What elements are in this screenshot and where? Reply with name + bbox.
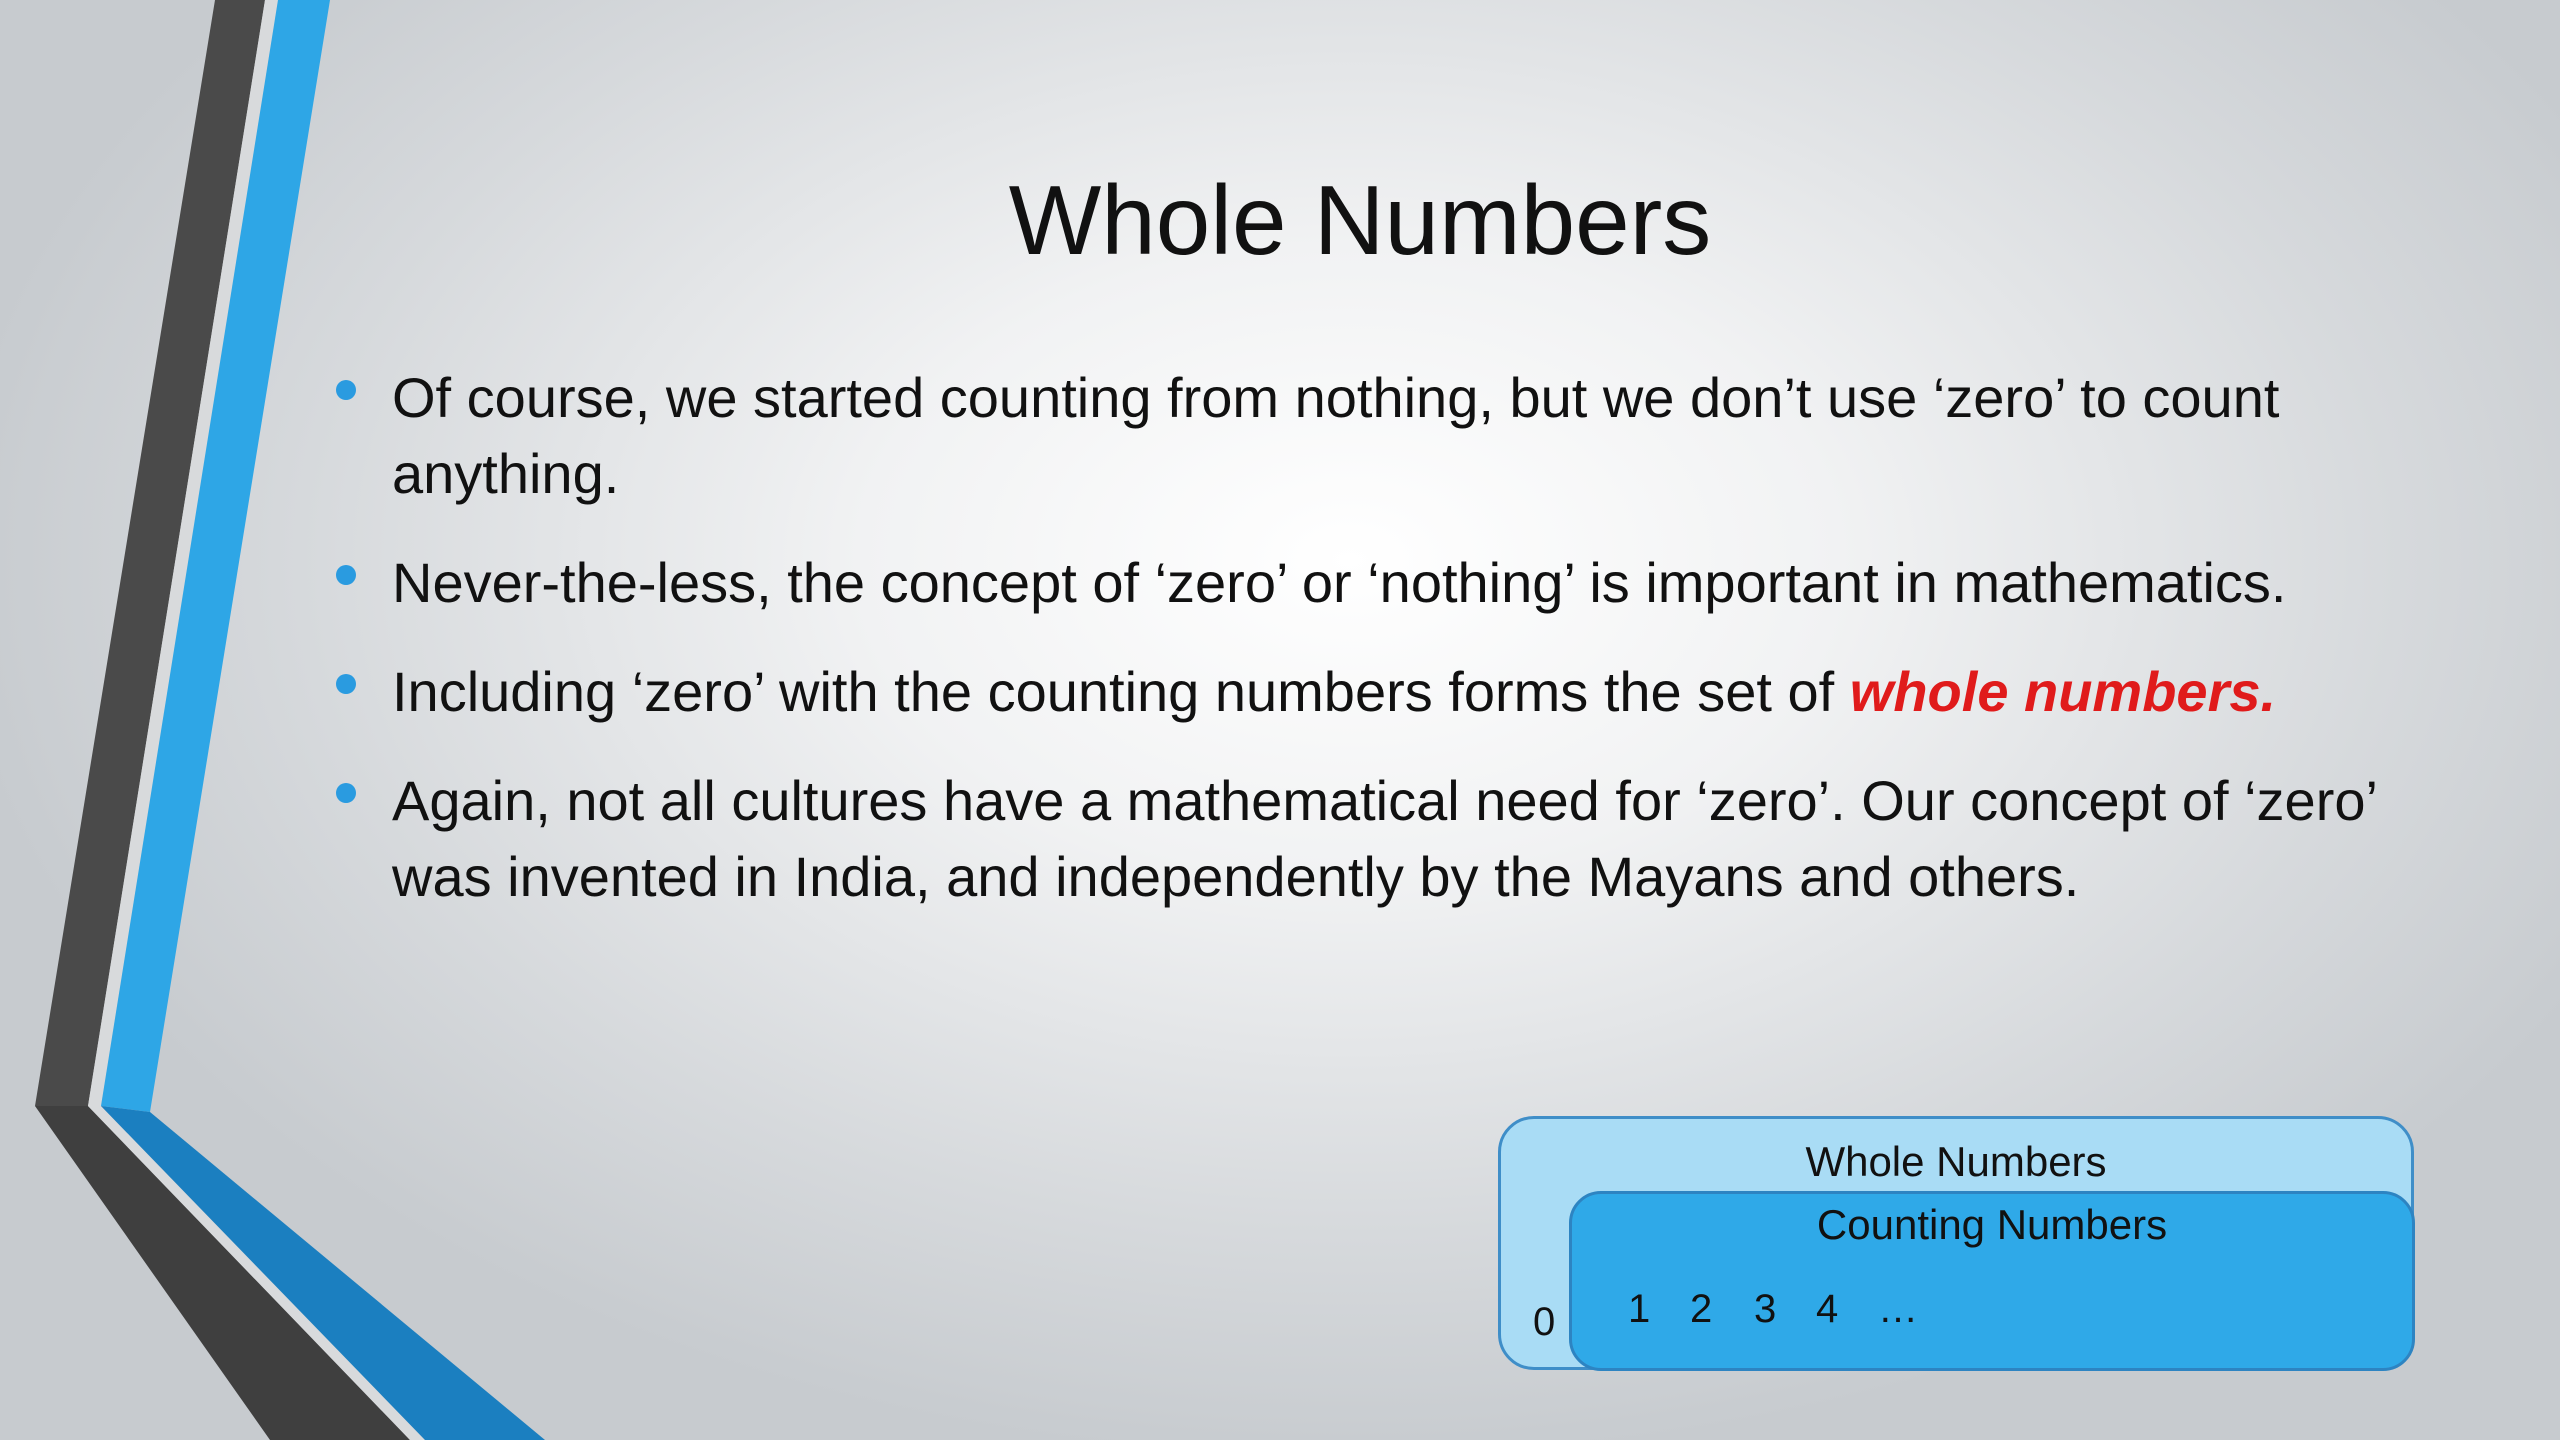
bullet-item xyxy=(330,654,2430,730)
light-stripe xyxy=(88,0,278,1106)
number-1: 1 xyxy=(1628,1287,1651,1331)
number-3: 3 xyxy=(1754,1287,1777,1331)
bullet-text: Including ‘zero’ with the counting numbers forms the set of xyxy=(392,660,1850,723)
whole-numbers-label: Whole Numbers xyxy=(1805,1138,2107,1185)
bullet-text: Of course, we started counting from nothing, but we don’t use ‘zero’ to count anything. xyxy=(392,366,2280,505)
bullet-text: Never-the-less, the concept of ‘zero’ or ‘nothing’ is important in mathematics. xyxy=(392,551,2287,614)
bullet-text: Again, not all cultures have a mathematical need for ‘zero’. Our concept of ‘zero’ was invented in India, and independently by the Mayans and others. xyxy=(392,769,2376,908)
whole-numbers-set xyxy=(1498,1116,2414,1370)
bullet-dot-icon xyxy=(336,783,356,803)
bullet-item xyxy=(330,545,2430,621)
counting-numbers-label: Counting Numbers xyxy=(1816,1201,2168,1248)
number-4: 4 xyxy=(1816,1287,1839,1331)
bullet-dot-icon xyxy=(336,380,356,400)
number-2: 2 xyxy=(1690,1287,1713,1331)
bullet-item xyxy=(330,360,2430,512)
counting-numbers-set xyxy=(1569,1191,2415,1371)
bullet-item xyxy=(330,763,2430,915)
bullet-list xyxy=(330,360,2430,915)
zero-value: 0 xyxy=(1533,1300,1556,1344)
bullet-dot-icon xyxy=(336,565,356,585)
highlight-whole-numbers: whole numbers. xyxy=(1849,660,2277,723)
slide-title: Whole Numbers xyxy=(1008,165,1712,275)
ellipsis: … xyxy=(1878,1287,1918,1331)
bullet-dot-icon xyxy=(336,674,356,694)
dark-stripe-diagonal xyxy=(35,1106,410,1440)
